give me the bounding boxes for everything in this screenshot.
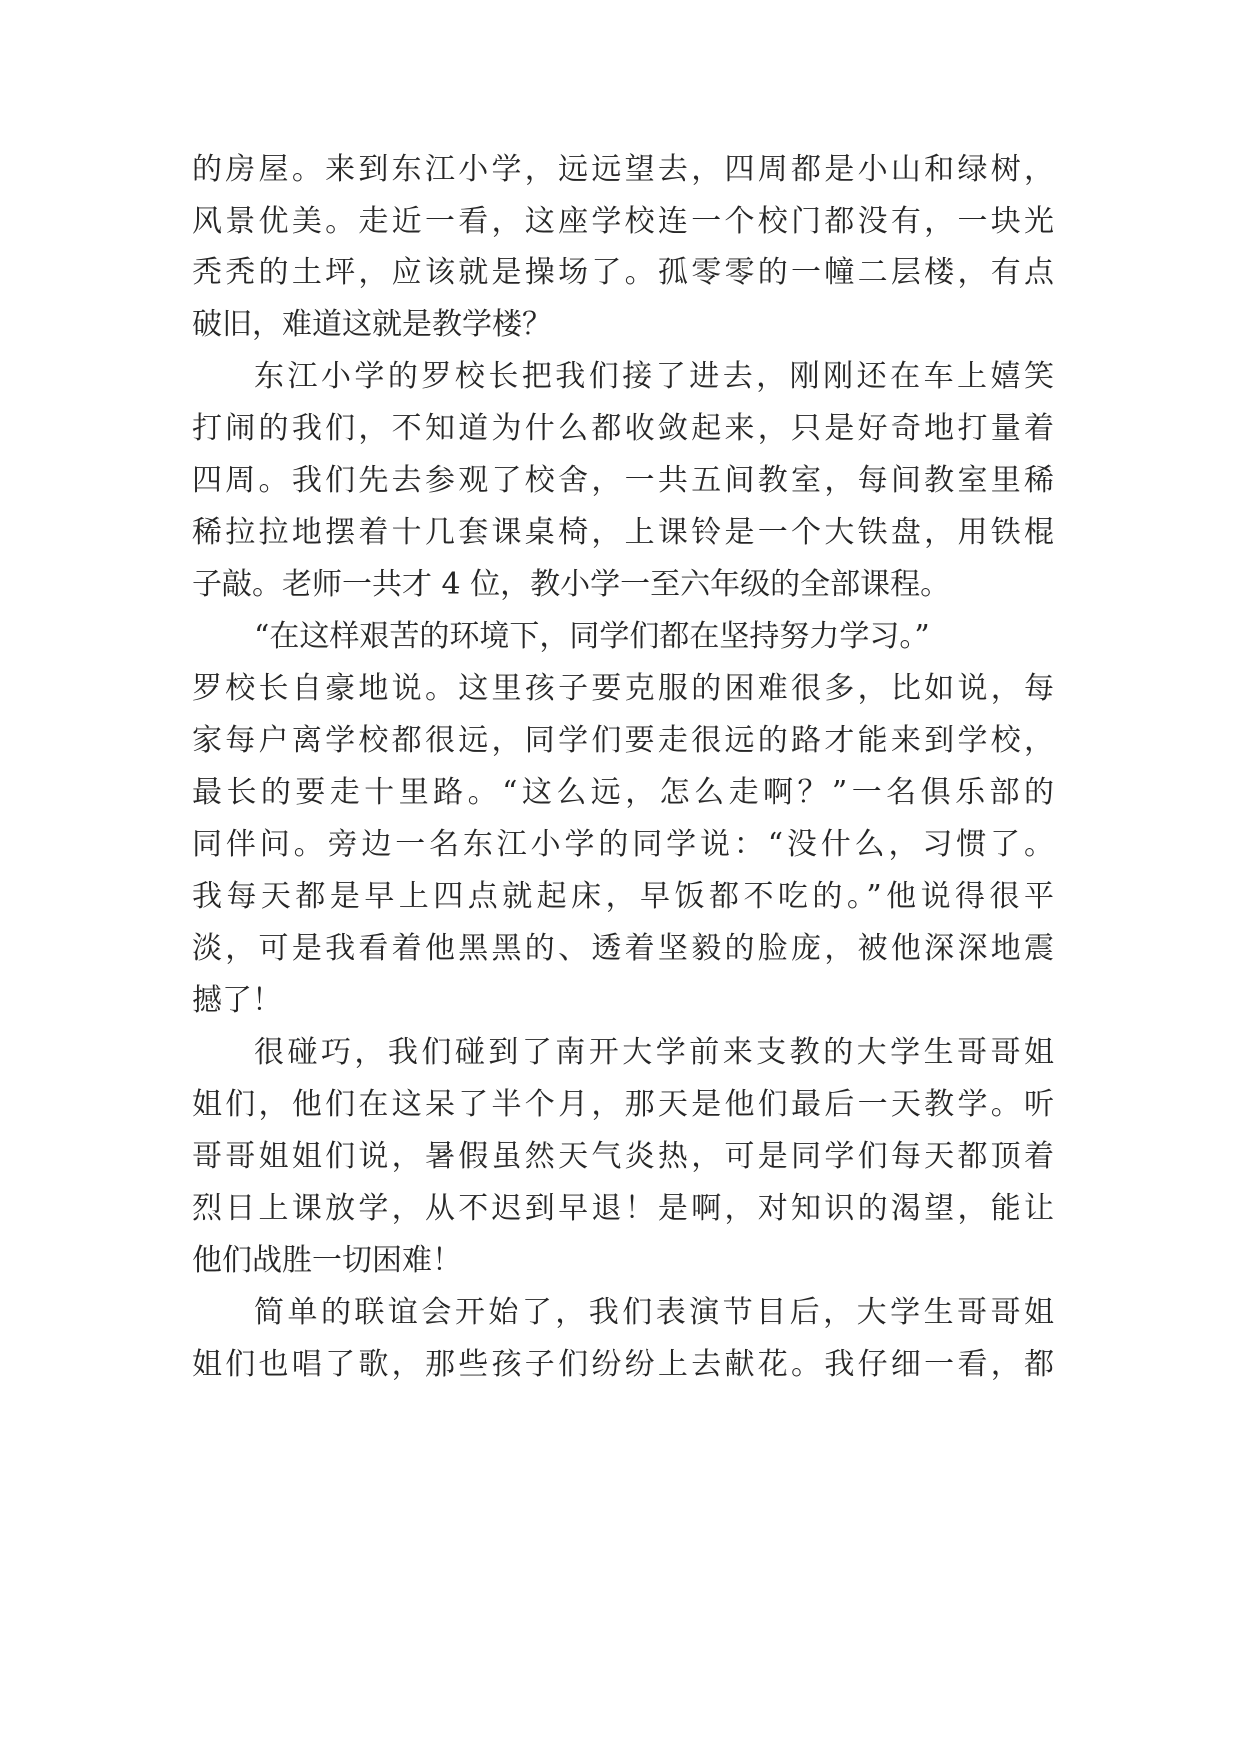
text-line: 破旧，难道这就是教学楼？	[192, 307, 552, 342]
text-line: 姐们，他们在这呆了半个月，那天是他们最后一天教学。听	[192, 1087, 1054, 1122]
text-line: 家每户离学校都很远，同学们要走很远的路才能来到学校，	[192, 723, 1054, 758]
text-line: 我每天都是早上四点就起床，早饭都不吃的。”他说得很平	[192, 879, 1054, 914]
paragraph-first-line: 很碰巧，我们碰到了南开大学前来支教的大学生哥哥姐	[254, 1035, 1054, 1070]
paragraph-first-line: 东江小学的罗校长把我们接了进去，刚刚还在车上嬉笑	[254, 359, 1054, 394]
text-line: 最长的要走十里路。“这么远，怎么走啊？”一名俱乐部的	[192, 775, 1054, 810]
text-line: 他们战胜一切困难！	[192, 1243, 462, 1278]
text-line: 的房屋。来到东江小学，远远望去，四周都是小山和绿树，	[192, 152, 1054, 187]
paragraph-first-line: 简单的联谊会开始了，我们表演节目后，大学生哥哥姐	[254, 1295, 1054, 1330]
text-line: 烈日上课放学，从不迟到早退！是啊，对知识的渴望，能让	[192, 1191, 1054, 1226]
text-line: 姐们也唱了歌，那些孩子们纷纷上去献花。我仔细一看，都	[192, 1347, 1054, 1382]
text-line: 四周。我们先去参观了校舍，一共五间教室，每间教室里稀	[192, 463, 1054, 498]
paragraph-first-line: “在这样艰苦的环境下，同学们都在坚持努力学习。”	[254, 619, 930, 654]
text-line: 哥哥姐姐们说，暑假虽然天气炎热，可是同学们每天都顶着	[192, 1139, 1054, 1174]
text-line: 同伴问。旁边一名东江小学的同学说：“没什么，习惯了。	[192, 827, 1054, 862]
text-line: 风景优美。走近一看，这座学校连一个校门都没有，一块光	[192, 204, 1054, 239]
text-line: 淡，可是我看着他黑黑的、透着坚毅的脸庞，被他深深地震	[192, 931, 1054, 966]
text-line: 打闹的我们，不知道为什么都收敛起来，只是好奇地打量着	[192, 411, 1054, 446]
text-line: 罗校长自豪地说。这里孩子要克服的困难很多，比如说，每	[192, 671, 1054, 706]
text-line: 撼了！	[192, 983, 282, 1018]
text-line: 子敲。老师一共才 4 位，教小学一至六年级的全部课程。	[192, 567, 951, 602]
text-line: 稀拉拉地摆着十几套课桌椅，上课铃是一个大铁盘，用铁棍	[192, 515, 1054, 550]
text-line: 秃秃的土坪，应该就是操场了。孤零零的一幢二层楼，有点	[192, 255, 1054, 290]
